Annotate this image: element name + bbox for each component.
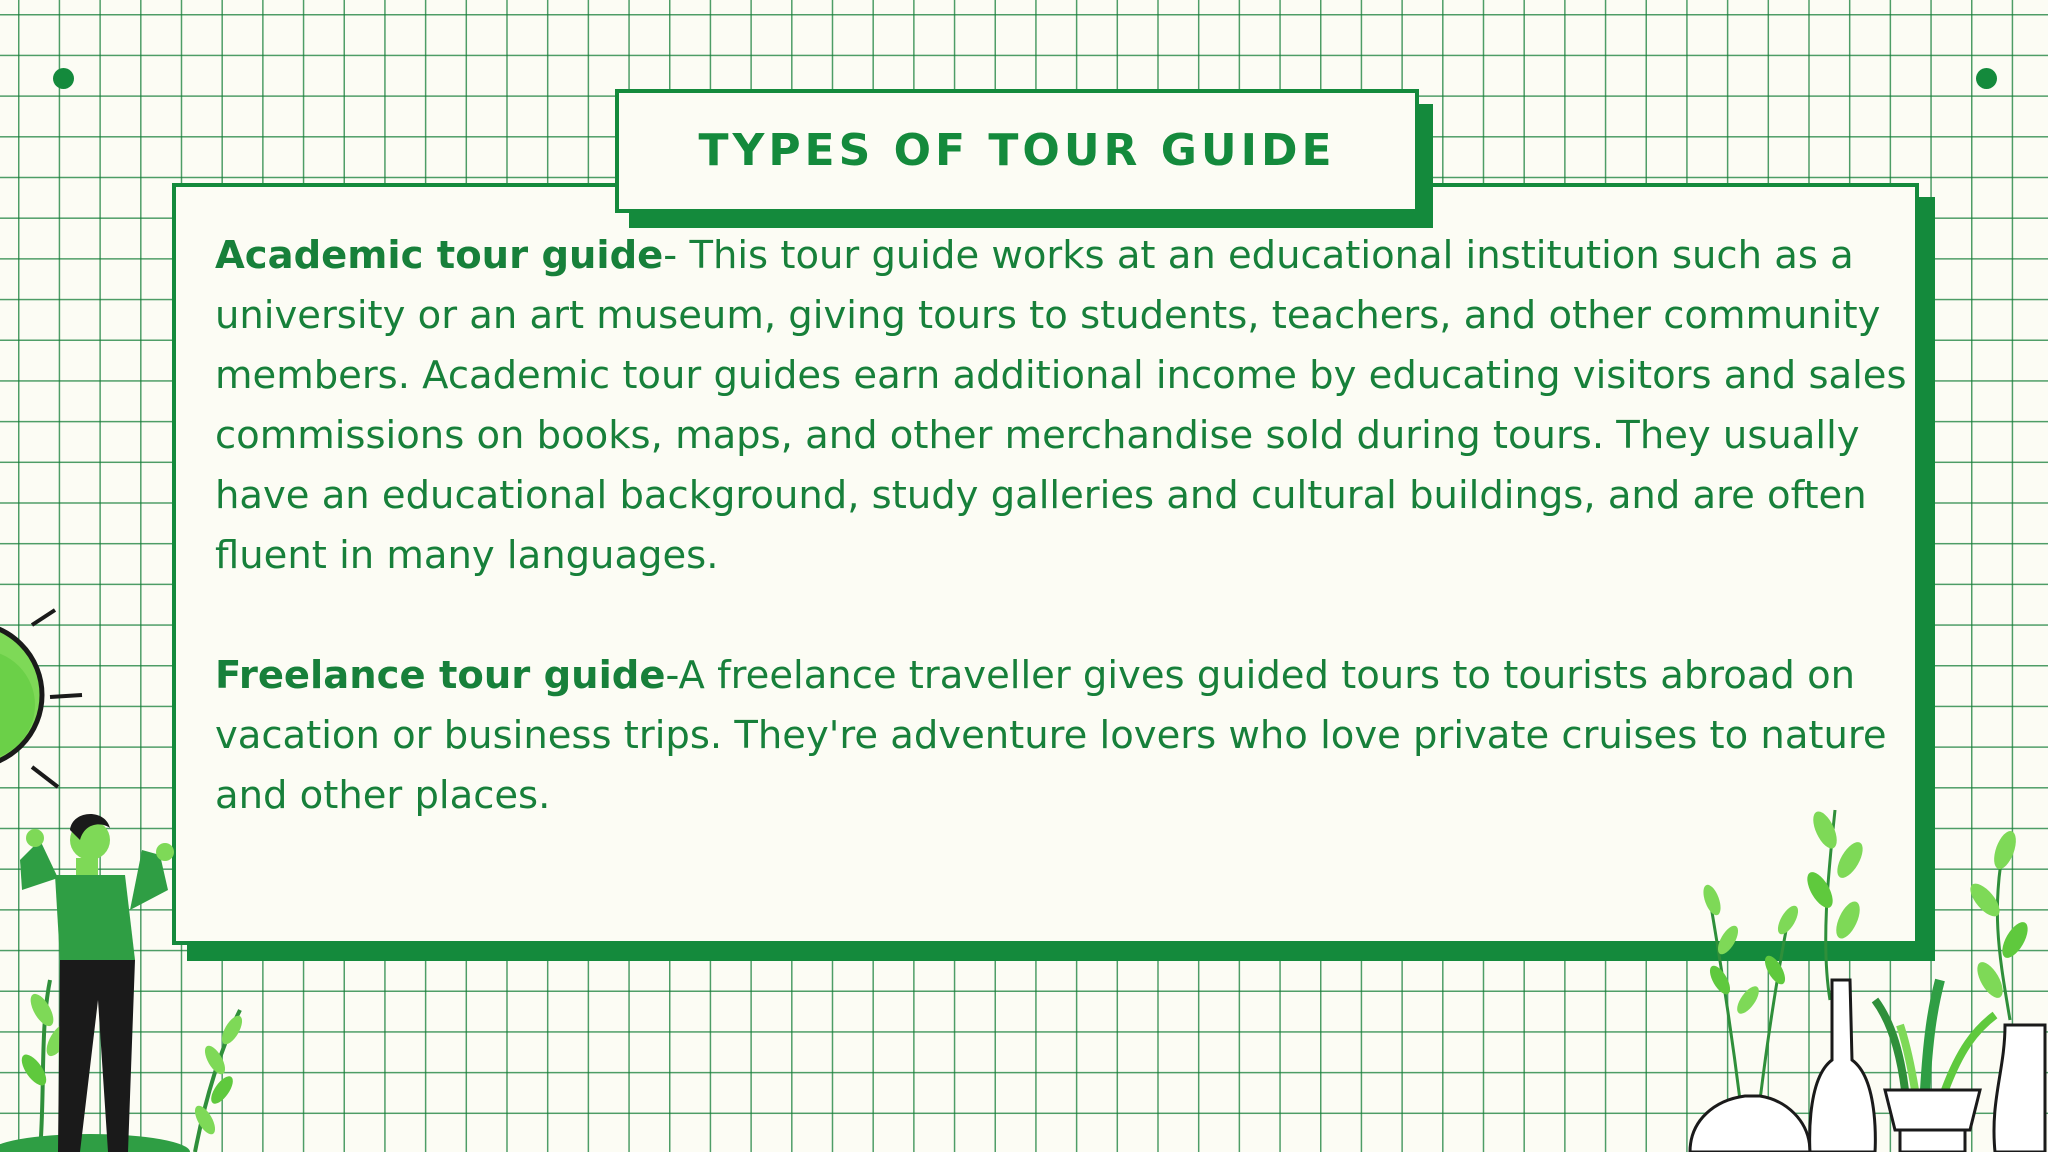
section-freelance bbox=[215, 646, 1915, 826]
slide-title: TYPES OF TOUR GUIDE bbox=[698, 125, 1336, 176]
corner-dot-left bbox=[53, 68, 74, 89]
section-body-freelance: A freelance traveller gives guided tours to tourists abroad on vacation or business trips. They're adventure lovers who love private cruises to nature and other places. bbox=[215, 653, 1887, 818]
title-box bbox=[615, 89, 1419, 213]
content-text bbox=[215, 226, 1915, 826]
cheering-man-icon bbox=[0, 800, 190, 1152]
globe-icon bbox=[0, 595, 90, 815]
corner-dot-right bbox=[1976, 68, 1997, 89]
section-separator-freelance: - bbox=[665, 653, 679, 698]
section-academic bbox=[215, 226, 1915, 586]
section-separator-academic: - bbox=[663, 233, 690, 278]
potted-plants-icon bbox=[1660, 800, 2048, 1152]
section-heading-academic: Academic tour guide bbox=[215, 233, 664, 278]
section-heading-freelance: Freelance tour guide bbox=[215, 653, 666, 698]
section-body-academic: This tour guide works at an educational institution such as a university or an art museum, giving tours to students, teachers, and other community members. Academic tour guides earn additional income by educating visitors and sales commissions on books, maps, and other merchandise sold during tours. They usually have an educational background, study galleries and cultural buildings, and are often fluent in many languages. bbox=[215, 233, 1907, 578]
